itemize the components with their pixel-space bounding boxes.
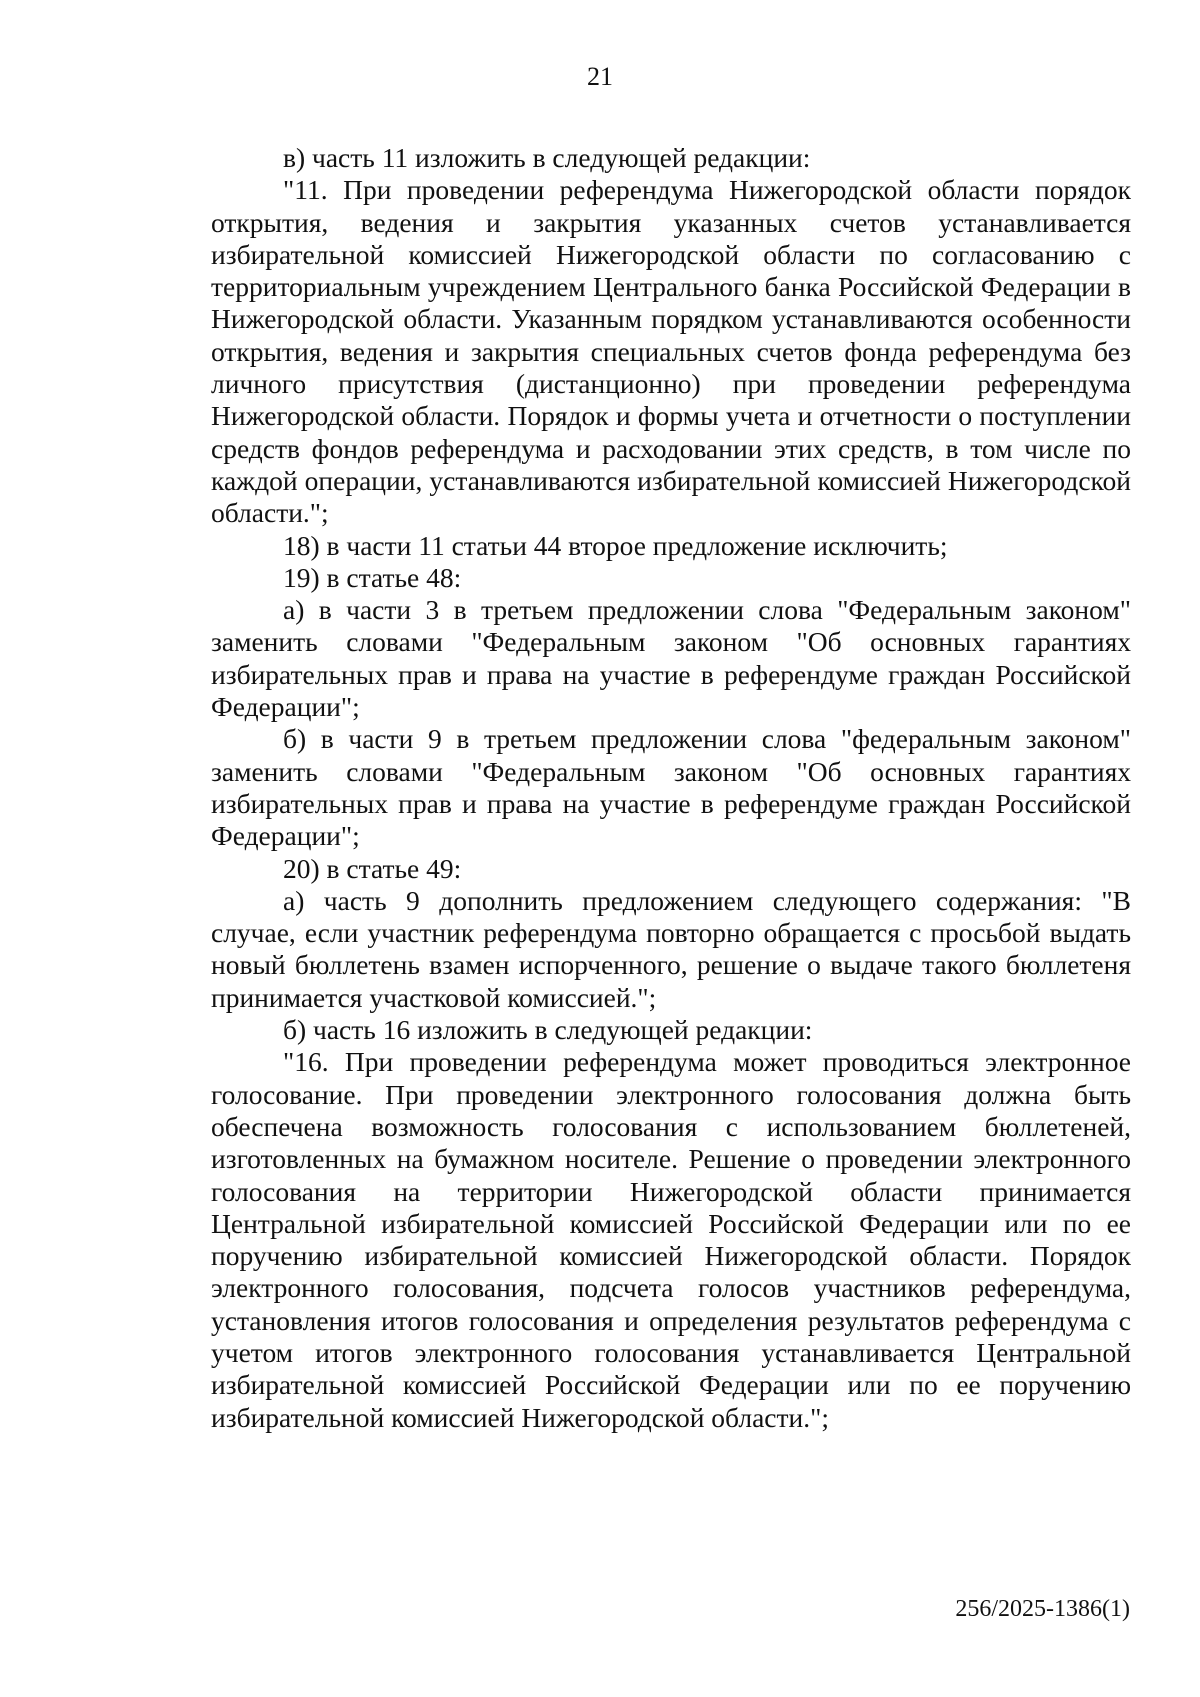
paragraph-part-11-text: "11. При проведении референдума Нижегородской области порядок открытия, ведения и закрытия указанных счетов устанавливается избирательной комиссией Нижегородской области по согласованию с территориальным учреждением Центрального банка Российской Федерации в Нижегородской области. Указанным порядком устанавливаются особенности открытия, ведения и закрытия специальных счетов фонда референдума без личного присутствия (дистанционно) при проведении референдума Нижегородской области. Порядок и формы учета и отчетности о поступлении средств фондов референдума и расходовании этих средств, в том числе по каждой операции, устанавливаются избирательной комиссией Нижегородской области.";: [211, 174, 1131, 529]
paragraph-item-20-b: б) часть 16 изложить в следующей редакции:: [283, 1014, 813, 1046]
document-code: 256/2025-1386(1): [955, 1596, 1130, 1622]
paragraph-item-19-a: а) в части 3 в третьем предложении слова "Федеральным законом" заменить словами "Федеральным законом "Об основных гарантиях избирательных прав и права на участие в референдуме граждан Российской Федерации";: [211, 594, 1131, 723]
paragraph-part-16-text: "16. При проведении референдума может проводиться электронное голосование. При проведении электронного голосования должна быть обеспечена возможность голосования с использованием бюллетеней, изготовленных на бумажном носителе. Решение о проведении электронного голосования на территории Нижегородской области принимается Центральной избирательной комиссией Российской Федерации или по ее поручению избирательной комиссией Нижегородской области. Порядок электронного голосования, подсчета голосов участников референдума, установления итогов голосования и определения результатов референдума с учетом итогов электронного голосования устанавливается Центральной избирательной комиссией Российской Федерации или по ее поручению избирательной комиссией Нижегородской области.";: [211, 1046, 1131, 1433]
paragraph-item-20-a: а) часть 9 дополнить предложением следующего содержания: "В случае, если участник референдума повторно обращается с просьбой выдать новый бюллетень взамен испорченного, решение о выдаче такого бюллетеня принимается участковой комиссией.";: [211, 884, 1131, 1013]
page-number: 21: [587, 62, 613, 91]
paragraph-item-20: 20) в статье 49:: [283, 852, 462, 884]
paragraph-item-19: 19) в статье 48:: [283, 561, 462, 593]
paragraph-item-19-b: б) в части 9 в третьем предложении слова "федеральным законом" заменить словами "Федеральным законом "Об основных гарантиях избирательных прав и права на участие в референдуме граждан Российской Федерации";: [211, 723, 1131, 852]
document-body: [211, 142, 1131, 1434]
paragraph-v-part-11-intro: в) часть 11 изложить в следующей редакции:: [283, 142, 811, 173]
paragraph-item-18: 18) в части 11 статьи 44 второе предложение исключить;: [283, 529, 948, 561]
